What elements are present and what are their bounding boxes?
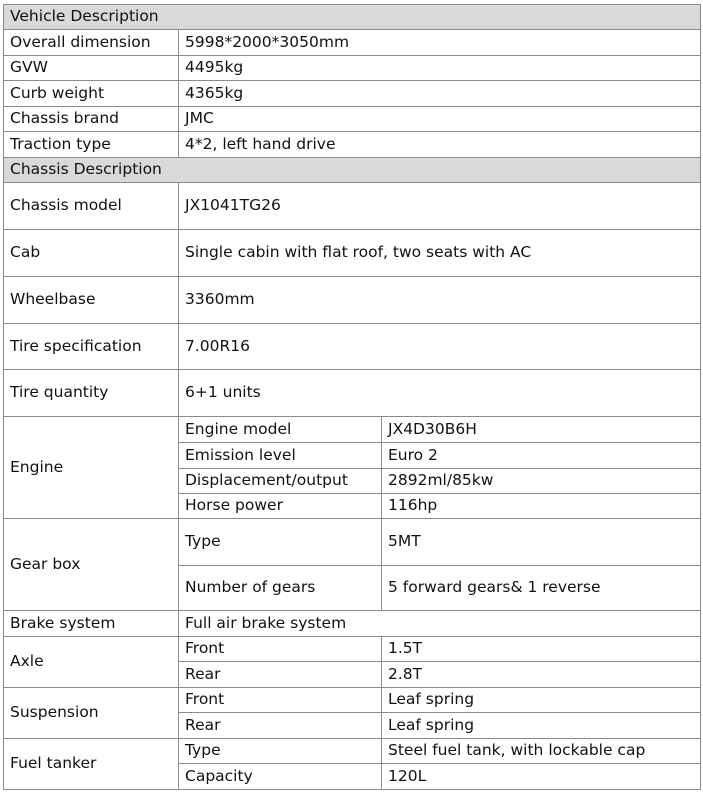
spec-table: [3, 4, 701, 790]
group-label: Suspension: [4, 688, 179, 739]
row-value: 4*2, left hand drive: [179, 132, 701, 158]
section-header-chassis: [4, 158, 701, 183]
table-row: [4, 739, 701, 764]
row-value: Single cabin with flat roof, two seats with AC: [179, 230, 701, 277]
row-value: 6+1 units: [179, 370, 701, 417]
row-label: Tire quantity: [4, 370, 179, 417]
table-row: [4, 183, 701, 230]
table-row: [4, 611, 701, 637]
table-row: [4, 417, 701, 443]
group-label: Fuel tanker: [4, 739, 179, 790]
sub-value: 2.8T: [382, 662, 701, 688]
sub-label: Front: [179, 688, 382, 713]
sub-label: Number of gears: [179, 566, 382, 611]
row-label: Brake system: [4, 611, 179, 637]
row-label: Tire specification: [4, 324, 179, 370]
sub-label: Rear: [179, 662, 382, 688]
table-row: [4, 107, 701, 132]
sub-value: Leaf spring: [382, 713, 701, 739]
table-row: [4, 277, 701, 324]
section-title: Vehicle Description: [4, 5, 701, 30]
sub-value: 5MT: [382, 519, 701, 566]
sub-value: Leaf spring: [382, 688, 701, 713]
sub-label: Engine model: [179, 417, 382, 443]
table-row: [4, 688, 701, 713]
sub-label: Rear: [179, 713, 382, 739]
table-row: [4, 519, 701, 566]
row-value: 4365kg: [179, 81, 701, 107]
sub-label: Displacement/output: [179, 469, 382, 494]
sub-value: 120L: [382, 764, 701, 790]
group-label: Gear box: [4, 519, 179, 611]
sub-value: JX4D30B6H: [382, 417, 701, 443]
row-value: Full air brake system: [179, 611, 701, 637]
row-label: Overall dimension: [4, 30, 179, 56]
group-label: Axle: [4, 637, 179, 688]
sub-value: Steel fuel tank, with lockable cap: [382, 739, 701, 764]
row-label: Chassis model: [4, 183, 179, 230]
sub-label: Emission level: [179, 443, 382, 469]
row-value: 3360mm: [179, 277, 701, 324]
section-header-vehicle: [4, 5, 701, 30]
group-label: Engine: [4, 417, 179, 519]
row-label: Traction type: [4, 132, 179, 158]
sub-label: Horse power: [179, 494, 382, 519]
row-value: 4495kg: [179, 56, 701, 81]
section-title: Chassis Description: [4, 158, 701, 183]
sub-label: Type: [179, 519, 382, 566]
row-value: JMC: [179, 107, 701, 132]
sub-value: 2892ml/85kw: [382, 469, 701, 494]
table-row: [4, 81, 701, 107]
sub-value: 1.5T: [382, 637, 701, 662]
row-label: Cab: [4, 230, 179, 277]
table-row: [4, 324, 701, 370]
table-row: [4, 230, 701, 277]
sub-label: Front: [179, 637, 382, 662]
table-row: [4, 637, 701, 662]
row-label: Wheelbase: [4, 277, 179, 324]
sub-value: 5 forward gears& 1 reverse: [382, 566, 701, 611]
row-value: 7.00R16: [179, 324, 701, 370]
sub-value: 116hp: [382, 494, 701, 519]
table-row: [4, 370, 701, 417]
row-label: GVW: [4, 56, 179, 81]
sub-value: Euro 2: [382, 443, 701, 469]
table-row: [4, 132, 701, 158]
row-value: JX1041TG26: [179, 183, 701, 230]
table-row: [4, 56, 701, 81]
row-value: 5998*2000*3050mm: [179, 30, 701, 56]
table-row: [4, 30, 701, 56]
row-label: Chassis brand: [4, 107, 179, 132]
sub-label: Capacity: [179, 764, 382, 790]
sub-label: Type: [179, 739, 382, 764]
row-label: Curb weight: [4, 81, 179, 107]
